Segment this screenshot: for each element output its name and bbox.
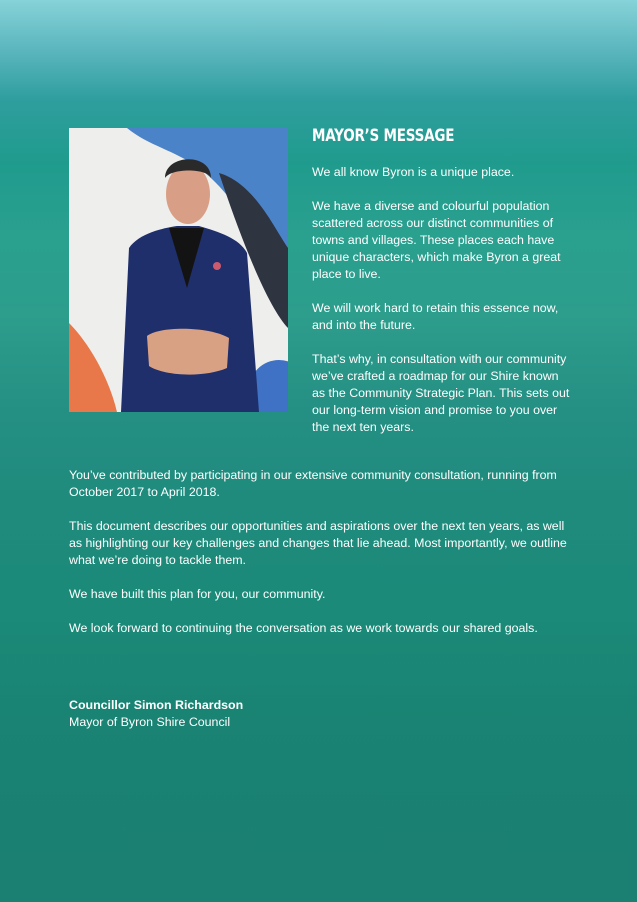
intro-paragraph-1: We all know Byron is a unique place. bbox=[312, 165, 515, 179]
body-paragraph-4: We look forward to continuing the conversation as we work towards our shared goals. bbox=[69, 621, 538, 635]
intro-paragraph-4: That’s why, in consultation with our community we’ve crafted a roadmap for our Shire known as the Community Strategic Plan. This sets out our long-term vision and promise to you over the next ten years. bbox=[312, 352, 570, 434]
page-title: MAYOR’S MESSAGE bbox=[312, 126, 455, 145]
signatory-name: Councillor Simon Richardson bbox=[69, 698, 244, 712]
mayor-portrait-photo bbox=[69, 128, 288, 412]
body-paragraph-1: You’ve contributed by participating in our extensive community consultation, running from October 2017 to April 2018. bbox=[69, 468, 557, 499]
body-text bbox=[69, 467, 574, 654]
intro-paragraph-2: We have a diverse and colourful population scattered across our distinct communities of towns and villages. These places each have unique characters, which make Byron a great place to live. bbox=[312, 199, 561, 281]
body-paragraph-3: We have built this plan for you, our community. bbox=[69, 587, 326, 601]
intro-column bbox=[312, 164, 574, 453]
signatory-title: Mayor of Byron Shire Council bbox=[69, 715, 231, 729]
body-paragraph-2: This document describes our opportunities and aspirations over the next ten years, as well as highlighting our key challenges and changes that lie ahead. Most importantly, we outline what we’re doing to tackle them. bbox=[69, 519, 567, 567]
intro-paragraph-3: We will work hard to retain this essence now, and into the future. bbox=[312, 301, 559, 332]
signature-block bbox=[69, 697, 369, 731]
